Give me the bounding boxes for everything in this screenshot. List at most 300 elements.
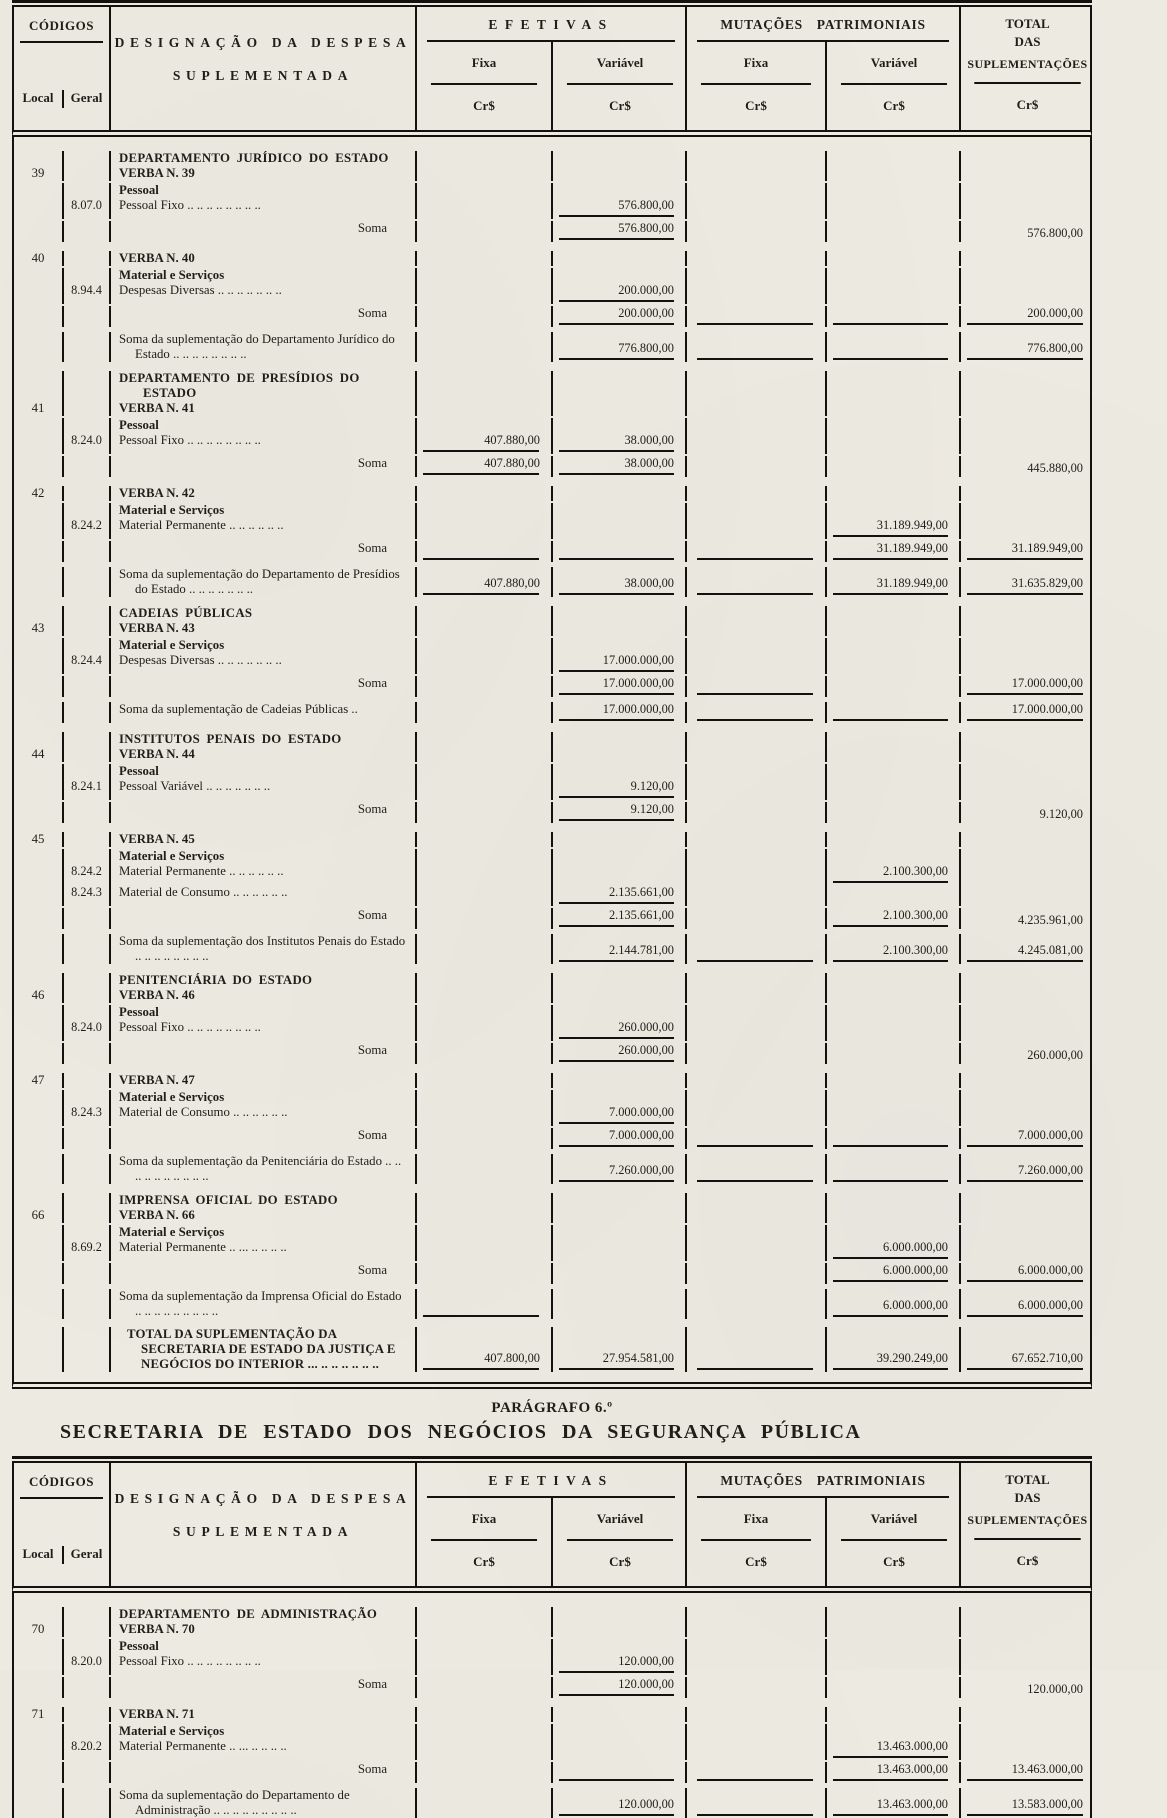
cell-local-code [14,283,64,304]
efetivas-label: EFETIVAS [488,17,614,32]
cell-mutacoes-variavel: 13.463.000,00 [827,1739,961,1760]
cell-designacao: Material e Serviços [111,503,417,518]
cell-geral-code: 8.24.3 [64,885,111,906]
cell-total [961,1073,1094,1088]
table-row [14,1327,1090,1372]
sum-rule [697,358,813,360]
header-divider [841,83,947,85]
cell-geral-code [64,1607,111,1622]
cell-mutacoes-variavel [827,268,961,283]
efetivas-fixa-subcolumn [417,42,553,130]
designacao-label: DESIGNAÇÃO DA DESPESA [114,1491,412,1506]
cell-designacao: Soma [111,802,417,823]
cell-efetivas-fixa [417,1073,553,1088]
cell-mutacoes-variavel [827,198,961,219]
cell-geral-code: 8.24.2 [64,864,111,885]
cell-geral-code [64,1724,111,1739]
sum-rule [833,1280,948,1282]
sum-rule [833,1756,948,1758]
table-row [14,1020,1090,1041]
cell-efetivas-variavel: 200.000,00 [553,283,687,304]
cell-efetivas-fixa [417,1193,553,1208]
sum-rule [559,593,674,595]
table-row [14,456,1090,477]
cell-mutacoes-variavel: 13.463.000,00 [827,1762,961,1783]
cell-geral-code [64,567,111,597]
cell-geral-code: 8.24.4 [64,653,111,674]
cell-mutacoes-variavel [827,306,961,327]
cell-local-code [14,1788,64,1818]
sum-rule [833,960,948,962]
cell-geral-code [64,1289,111,1319]
cell-efetivas-variavel: 260.000,00 [553,1020,687,1041]
cell-designacao: Material e Serviços [111,1225,417,1240]
cell-total: 7.260.000,00 [961,1154,1094,1184]
cell-mutacoes-variavel [827,621,961,636]
cell-efetivas-fixa [417,702,553,723]
cell-local-code [14,567,64,597]
cell-efetivas-fixa [417,251,553,266]
cell-local-code [14,908,64,929]
cell-efetivas-fixa [417,198,553,219]
cell-efetivas-fixa: 407.880,00 [417,567,553,597]
cell-local-code [14,221,64,242]
sum-rule [833,1779,948,1781]
cell-geral-code [64,371,111,401]
cell-efetivas-fixa [417,638,553,653]
cell-total [961,621,1094,636]
cell-geral-code [64,1263,111,1284]
cell-total [961,1707,1094,1722]
efetivas-variavel-subcolumn [553,1498,687,1586]
designacao-column-header [111,1463,417,1586]
cell-designacao: VERBA N. 66 [111,1208,417,1223]
cell-local-code: 46 [14,988,64,1003]
cell-efetivas-fixa [417,1105,553,1126]
cell-total: 7.000.000,00 [961,1128,1094,1149]
cell-efetivas-fixa [417,1005,553,1020]
cell-total: 13.463.000,00 [961,1762,1094,1783]
cell-total: 6.000.000,00 [961,1263,1094,1284]
cell-local-code [14,371,64,401]
cell-designacao: Material de Consumo .. .. .. .. .. .. [111,1105,417,1126]
total-column-header [961,1463,1094,1586]
cell-mutacoes-fixa [687,306,827,327]
cell-designacao: Pessoal [111,418,417,433]
cell-geral-code: 8.24.3 [64,1105,111,1126]
sum-rule [559,960,674,962]
cell-efetivas-variavel [553,418,687,433]
cell-efetivas-variavel [553,638,687,653]
cell-efetivas-variavel: 576.800,00 [553,198,687,219]
cell-efetivas-fixa [417,676,553,697]
cell-efetivas-fixa [417,864,553,885]
sum-rule [967,1180,1083,1182]
cell-designacao: VERBA N. 70 [111,1622,417,1637]
cell-efetivas-variavel [553,1263,687,1284]
table-row [14,1707,1090,1722]
sum-rule [697,1145,813,1147]
cell-designacao: VERBA N. 44 [111,747,417,762]
cell-local-code [14,606,64,621]
suplementada-label: SUPLEMENTADA [172,68,354,83]
cell-mutacoes-variavel [827,676,961,697]
cell-designacao: VERBA N. 46 [111,988,417,1003]
sum-rule [559,558,674,560]
cell-mutacoes-fixa [687,1707,827,1722]
cell-total [961,973,1094,988]
cell-mutacoes-fixa [687,973,827,988]
cell-efetivas-variavel: 120.000,00 [553,1788,687,1818]
cell-total: 9.120,00 [1039,807,1083,821]
cell-geral-code [64,418,111,433]
cell-mutacoes-fixa [687,1639,827,1654]
cell-local-code: 43 [14,621,64,636]
cell-geral-code [64,456,111,477]
cell-efetivas-variavel: 2.135.661,00 [553,885,687,906]
cell-mutacoes-variavel [827,1020,961,1041]
cell-geral-code [64,1208,111,1223]
cell-total [961,1020,1094,1041]
cell-mutacoes-fixa [687,283,827,304]
cell-mutacoes-variavel [827,1073,961,1088]
cell-mutacoes-fixa [687,702,827,723]
cell-total: 576.800,00 [1027,226,1083,240]
total-label: TOTAL [1005,16,1050,31]
cell-efetivas-fixa [417,885,553,906]
cell-efetivas-fixa [417,1739,553,1760]
fixa-label: Fixa [743,1511,769,1526]
cell-designacao: TOTAL DA SUPLEMENTAÇÃO DA SECRETARIA DE ESTADO DA JUSTIÇA E NEGÓCIOS DO INTERIOR ... .. .. .. .. .. .. [111,1327,417,1372]
total-column-header [961,7,1094,130]
variavel-label: Variável [870,1511,918,1526]
codigos-label: CÓDIGOS [29,1474,94,1489]
cell-efetivas-variavel: 576.800,00 [553,221,687,242]
table-row [14,1090,1090,1105]
cell-efetivas-variavel: 2.144.781,00 [553,934,687,964]
cell-local-code [14,1289,64,1319]
cell-designacao: INSTITUTOS PENAIS DO ESTADO [111,732,417,747]
cell-efetivas-fixa [417,1240,553,1261]
sum-rule [833,925,948,927]
cell-designacao: Pessoal Fixo .. .. .. .. .. .. .. .. [111,1654,417,1675]
cell-total [961,518,1094,539]
cell-geral-code [64,1707,111,1722]
cell-efetivas-fixa [417,1639,553,1654]
cell-mutacoes-fixa [687,418,827,433]
cell-mutacoes-variavel [827,151,961,166]
cell-mutacoes-fixa [687,1654,827,1675]
sum-rule [559,693,674,695]
cell-efetivas-variavel: 120.000,00 [553,1654,687,1675]
cell-total [961,732,1094,747]
cell-efetivas-variavel: 200.000,00 [553,306,687,327]
cell-efetivas-fixa [417,779,553,800]
sum-rule [967,1280,1083,1282]
cell-efetivas-fixa [417,621,553,636]
cell-geral-code [64,221,111,242]
table-row [14,1225,1090,1240]
cell-geral-code [64,1073,111,1088]
sum-rule [967,1779,1083,1781]
cell-geral-code: 8.24.2 [64,518,111,539]
table-row [14,151,1090,166]
cell-geral-code [64,1154,111,1184]
cell-geral-code [64,638,111,653]
sum-rule [833,323,948,325]
cell-designacao: Material e Serviços [111,268,417,283]
mutacoes-variavel-subcolumn [827,42,961,130]
cell-geral-code: 8.20.2 [64,1739,111,1760]
designacao-column-header [111,7,417,130]
sum-rule [967,719,1083,721]
cell-geral-code [64,973,111,988]
table-row [14,1128,1090,1149]
cell-geral-code [64,151,111,166]
cell-designacao: Material e Serviços [111,638,417,653]
cell-designacao: Soma da suplementação dos Institutos Penais do Estado .. .. .. .. .. .. .. .. [111,934,417,964]
cell-mutacoes-variavel [827,1090,961,1105]
cell-local-code [14,541,64,562]
efetivas-fixa-subcolumn [417,1498,553,1586]
cell-mutacoes-variavel [827,1724,961,1739]
efetivas-variavel-subcolumn [553,42,687,130]
fixa-label: Fixa [471,1511,497,1526]
cell-local-code: 42 [14,486,64,501]
cell-designacao: Soma da suplementação do Departamento Jurídico do Estado .. .. .. .. .. .. .. .. [111,332,417,362]
cell-geral-code [64,1043,111,1064]
cell-mutacoes-fixa [687,332,827,362]
cell-mutacoes-fixa [687,764,827,779]
table-row [14,1289,1090,1319]
table-row [14,198,1090,219]
cell-designacao: Pessoal Fixo .. .. .. .. .. .. .. .. [111,1020,417,1041]
cell-mutacoes-fixa [687,251,827,266]
cell-designacao: Soma [111,221,417,242]
cell-mutacoes-variavel: 13.463.000,00 [827,1788,961,1818]
cell-efetivas-variavel [553,268,687,283]
cell-total [961,1105,1094,1126]
cell-total [961,832,1094,847]
table-row [14,268,1090,283]
cell-total [961,1225,1094,1240]
section-title: SECRETARIA DE ESTADO DOS NEGÓCIOS DA SEGURANÇA PÚBLICA [60,1421,862,1443]
cell-designacao: Pessoal Variável .. .. .. .. .. .. .. [111,779,417,800]
cell-total [961,1622,1094,1637]
cell-total [961,151,1094,166]
cell-total [961,486,1094,501]
cell-designacao: Soma [111,908,417,929]
cell-efetivas-variavel [553,151,687,166]
cell-mutacoes-variavel [827,973,961,988]
sum-rule [833,358,948,360]
cell-total: 6.000.000,00 [961,1289,1094,1319]
cell-mutacoes-variavel [827,418,961,433]
mutacoes-variavel-subcolumn [827,1498,961,1586]
cell-mutacoes-fixa [687,401,827,416]
cell-mutacoes-variavel [827,747,961,762]
sum-rule [697,593,813,595]
table-row [14,518,1090,539]
cell-efetivas-variavel [553,371,687,401]
cell-mutacoes-fixa [687,606,827,621]
cell-mutacoes-fixa [687,802,827,823]
table-row [14,332,1090,362]
cell-efetivas-variavel [553,518,687,539]
cell-total [961,764,1094,779]
cell-geral-code [64,1622,111,1637]
currency-label: Cr$ [609,98,631,113]
cell-mutacoes-fixa [687,779,827,800]
designacao-label: DESIGNAÇÃO DA DESPESA [114,35,412,50]
cell-mutacoes-fixa [687,676,827,697]
cell-mutacoes-fixa [687,653,827,674]
cell-efetivas-fixa [417,166,553,181]
cell-local-code [14,1154,64,1184]
cell-local-code [14,864,64,885]
cell-efetivas-variavel: 260.000,00 [553,1043,687,1064]
cell-geral-code [64,802,111,823]
efetivas-column-group [417,7,687,130]
table-row [14,371,1090,401]
cell-geral-code: 8.07.0 [64,198,111,219]
cell-mutacoes-variavel [827,166,961,181]
cell-designacao: Soma [111,456,417,477]
cell-local-code [14,151,64,166]
cell-mutacoes-fixa [687,268,827,283]
cell-mutacoes-variavel [827,371,961,401]
table-row [14,1739,1090,1760]
currency-label: Cr$ [745,98,767,113]
cell-geral-code [64,849,111,864]
cell-mutacoes-variavel [827,732,961,747]
cell-mutacoes-fixa [687,1208,827,1223]
cell-mutacoes-fixa [687,638,827,653]
cell-local-code: 45 [14,832,64,847]
cell-total [961,1208,1094,1223]
cell-efetivas-fixa [417,764,553,779]
cell-mutacoes-fixa [687,621,827,636]
cell-designacao: Soma [111,306,417,327]
table-row [14,1724,1090,1739]
cell-mutacoes-fixa [687,1327,827,1372]
cell-total: 13.583.000,00 [961,1788,1094,1818]
cell-mutacoes-fixa [687,1263,827,1284]
header-divider [567,1539,673,1541]
cell-designacao: Pessoal [111,764,417,779]
cell-mutacoes-variavel [827,702,961,723]
cell-mutacoes-fixa [687,864,827,885]
table-row [14,779,1090,800]
cell-efetivas-fixa [417,221,553,242]
sum-rule [423,1368,539,1370]
cell-efetivas-fixa [417,1622,553,1637]
cell-local-code [14,1654,64,1675]
table-row [14,1240,1090,1261]
cell-local-code [14,702,64,723]
cell-designacao: VERBA N. 42 [111,486,417,501]
table-row [14,1654,1090,1675]
cell-efetivas-variavel [553,1090,687,1105]
cell-total: 31.635.829,00 [961,567,1094,597]
cell-efetivas-fixa [417,747,553,762]
cell-geral-code [64,306,111,327]
table-row [14,908,1090,929]
cell-designacao: VERBA N. 40 [111,251,417,266]
cell-mutacoes-variavel [827,1154,961,1184]
sum-rule [833,1180,948,1182]
currency-label: Cr$ [473,98,495,113]
efetivas-label: EFETIVAS [488,1473,614,1488]
cell-geral-code [64,732,111,747]
das-label: DAS [1014,34,1041,49]
cell-geral-code [64,676,111,697]
table-row [14,676,1090,697]
mutacoes-label: MUTAÇÕES PATRIMONIAIS [720,1473,926,1488]
table-row [14,1208,1090,1223]
cell-total [961,638,1094,653]
sum-rule [423,1315,539,1317]
cell-designacao: Material e Serviços [111,849,417,864]
cell-efetivas-variavel: 27.954.581,00 [553,1327,687,1372]
cell-geral-code [64,166,111,181]
sum-rule [967,593,1083,595]
cell-mutacoes-variavel [827,832,961,847]
cell-mutacoes-variavel [827,456,961,477]
cell-total [961,653,1094,674]
cell-efetivas-fixa: 407.880,00 [417,456,553,477]
cell-efetivas-fixa [417,1788,553,1818]
sum-rule [967,1315,1083,1317]
cell-total [961,283,1094,304]
sum-rule [697,1814,813,1816]
cell-efetivas-fixa [417,934,553,964]
cell-efetivas-variavel [553,1193,687,1208]
table-seguranca [12,1456,1092,1818]
cell-total [961,418,1094,433]
cell-local-code [14,732,64,747]
cell-designacao: CADEIAS PÚBLICAS [111,606,417,621]
sum-rule [559,300,674,302]
table-row [14,1639,1090,1654]
cell-total [961,606,1094,621]
sum-rule [967,693,1083,695]
cell-local-code [14,934,64,964]
cell-mutacoes-variavel [827,779,961,800]
cell-mutacoes-fixa [687,1607,827,1622]
cell-total: 120.000,00 [1027,1682,1083,1696]
table-row [14,802,1090,823]
currency-label: Cr$ [609,1554,631,1569]
cell-mutacoes-fixa [687,183,827,198]
cell-geral-code [64,702,111,723]
cell-local-code: 40 [14,251,64,266]
suplementada-label: SUPLEMENTADA [172,1524,354,1539]
cell-total [961,371,1094,401]
sum-rule [967,323,1083,325]
sum-rule [967,358,1083,360]
cell-local-code: 44 [14,747,64,762]
cell-efetivas-variavel [553,1724,687,1739]
cell-geral-code: 8.20.0 [64,1654,111,1675]
table-row [14,541,1090,562]
cell-designacao: VERBA N. 45 [111,832,417,847]
table-row [14,638,1090,653]
table-body [12,1593,1092,1818]
cell-mutacoes-fixa [687,567,827,597]
cell-efetivas-fixa [417,653,553,674]
cell-geral-code [64,268,111,283]
